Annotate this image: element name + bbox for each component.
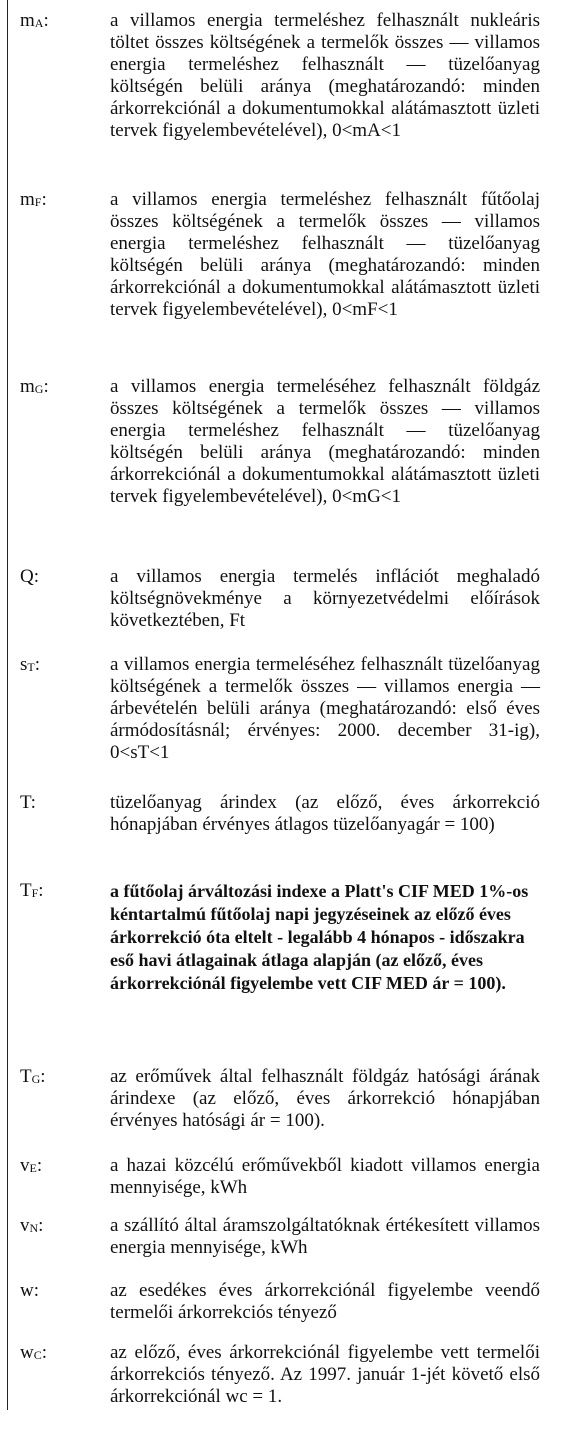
definition-text: az esedékes éves árkorrekciónál figyelembe veendő termelői árkorrekciós tényező bbox=[110, 1280, 540, 1323]
definition-text: tüzelőanyag árindex (az előző, éves árkorrekció hónapjában érvényes átlagos tüzelőanyagár = 100) bbox=[110, 792, 540, 835]
symbol: $T_G$: bbox=[20, 1066, 46, 1087]
definition-text: az előző, éves árkorrekciónál figyelembe vett termelői árkorrekciós tényező. Az 1997. január 1-jét követő első árkorrekciónál wc = 1. bbox=[110, 1342, 540, 1407]
definition-text: a villamos energia termeléshez felhasznált fűtőolaj összes költségének a termelők összes — villamos energia termeléshez felhasznált — tüzelőanyag költségén belüli aránya (meghatározandó: minden árkorrekciónál a dokumentumokkal alátámasztott üzleti tervek figyelembevételével), 0<mF<1 bbox=[110, 189, 540, 320]
symbol: $m_F$: bbox=[20, 189, 47, 210]
definition-text: a villamos energia termeléshez felhasznált nukleáris töltet összes költségének a termelők összes — villamos energia termeléshez felhasznált — tüzelőanyag költségén belüli aránya (meghatározandó: minden árkorrekciónál a dokumentumokkal alátámasztott üzleti tervek figyelembevételével), 0<mA<1 bbox=[110, 10, 540, 141]
symbol: $v_N$: bbox=[20, 1215, 44, 1236]
symbol: $w_C$: bbox=[20, 1342, 48, 1363]
definition-text: a hazai közcélú erőművekből kiadott villamos energia mennyisége, kWh bbox=[110, 1155, 540, 1198]
symbol: Q: bbox=[20, 566, 40, 587]
definition-text: a villamos energia termelés inflációt meghaladó költségnövekménye a környezetvédelmi előírások következtében, Ft bbox=[110, 566, 540, 631]
symbol: w: bbox=[20, 1280, 40, 1301]
symbol: T: bbox=[20, 792, 36, 813]
symbol: $s_T$: bbox=[20, 654, 41, 675]
symbol: $v_E$: bbox=[20, 1155, 43, 1176]
definition-text: a villamos energia termeléséhez felhasznált földgáz összes költségének a termelők összes — villamos energia termeléshez felhasznált — tüzelőanyag költségén belüli aránya (meghatározandó: minden árkorrekciónál a dokumentumokkal alátámasztott üzleti tervek figyelembevételével), 0<mG<1 bbox=[110, 376, 540, 507]
symbol: $m_A$: bbox=[20, 10, 49, 31]
definition-text: a villamos energia termeléséhez felhasznált tüzelőanyag költségének a termelők összes — villamos energia — árbevételén belüli aránya (meghatározandó: első éves ármódosításnál; érvényes: 2000. december 31-ig), 0<sT<1 bbox=[110, 654, 540, 763]
definition-text: a szállító által áramszolgáltatóknak értékesített villamos energia mennyisége, kWh bbox=[110, 1215, 540, 1258]
symbol: $m_G$: bbox=[20, 376, 49, 397]
symbol: $T_F$: bbox=[20, 880, 44, 901]
left-margin-rule bbox=[7, 0, 8, 1410]
definition-text: a fűtőolaj árváltozási indexe a Platt's CIF MED 1%-os kéntartalmú fűtőolaj napi jegyzéseinek az előző éves árkorrekció óta eltelt - legalább 4 hónapos - időszakra eső havi átlagainak átlaga alapján (az előző, éves árkorrekciónál figyelembe vett CIF MED ár = 100). bbox=[110, 881, 529, 993]
definition-text: az erőművek által felhasznált földgáz hatósági árának árindexe (az előző, éves árkorrekció hónapjában érvényes hatósági ár = 100). bbox=[110, 1066, 540, 1131]
